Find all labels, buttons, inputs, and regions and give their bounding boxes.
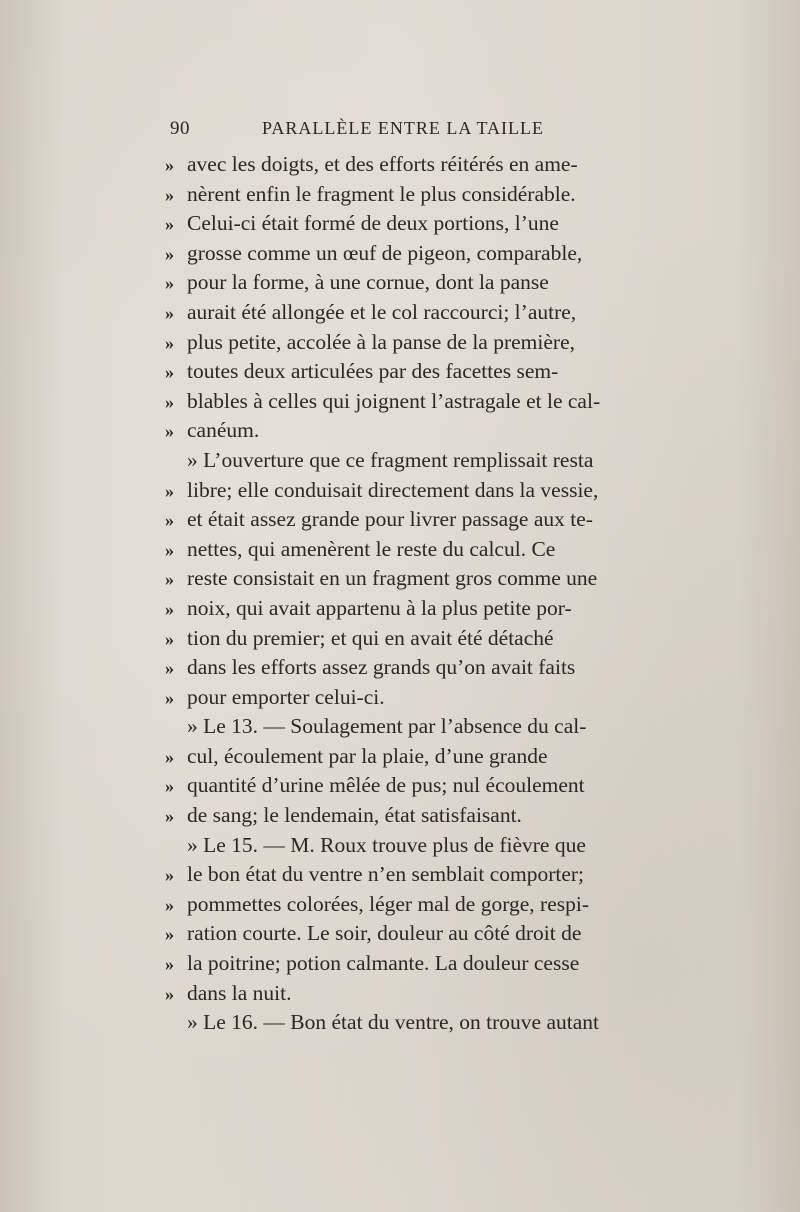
text-line bbox=[165, 919, 665, 949]
text-line bbox=[165, 268, 665, 298]
text-line bbox=[165, 239, 665, 269]
text-line bbox=[165, 505, 665, 535]
line-text: quantité d’urine mêlée de pus; nul écoulement bbox=[187, 773, 585, 798]
line-text: blables à celles qui joignent l’astragale et le cal- bbox=[187, 388, 601, 413]
quote-marker: » bbox=[165, 480, 174, 501]
text-line bbox=[165, 357, 665, 387]
line-text: de sang; le lendemain, état satisfaisant. bbox=[187, 803, 522, 828]
text-line bbox=[165, 446, 665, 476]
text-line bbox=[165, 712, 665, 742]
text-line bbox=[165, 653, 665, 683]
quote-marker: » bbox=[165, 806, 174, 827]
line-text: » Le 16. — Bon état du ventre, on trouve autant bbox=[187, 1010, 599, 1035]
quote-marker: » bbox=[165, 628, 174, 649]
quote-marker: » bbox=[165, 687, 174, 708]
line-text: » Le 13. — Soulagement par l’absence du cal- bbox=[187, 714, 587, 739]
text-line bbox=[165, 564, 665, 594]
quote-marker: » bbox=[165, 273, 174, 294]
line-text: » Le 15. — M. Roux trouve plus de fièvre que bbox=[187, 832, 586, 857]
quote-marker: » bbox=[165, 865, 174, 886]
text-line bbox=[165, 476, 665, 506]
line-text: » L’ouverture que ce fragment remplissait resta bbox=[187, 447, 594, 472]
quote-marker: » bbox=[165, 332, 174, 353]
text-line bbox=[165, 949, 665, 979]
quote-marker: » bbox=[165, 746, 174, 767]
quote-marker: » bbox=[165, 539, 174, 560]
quote-marker: » bbox=[165, 302, 174, 323]
quote-marker: » bbox=[165, 243, 174, 264]
line-text: pommettes colorées, léger mal de gorge, respi- bbox=[187, 891, 589, 916]
quote-marker: » bbox=[165, 954, 174, 975]
line-text: cul, écoulement par la plaie, d’une grande bbox=[187, 743, 548, 768]
text-line bbox=[165, 387, 665, 417]
text-line bbox=[165, 890, 665, 920]
line-text: nèrent enfin le fragment le plus considérable. bbox=[187, 181, 576, 206]
page-number: 90 bbox=[170, 118, 190, 139]
quote-marker: » bbox=[165, 362, 174, 383]
line-text: nettes, qui amenèrent le reste du calcul. Ce bbox=[187, 536, 556, 561]
line-text: le bon état du ventre n’en semblait comporter; bbox=[187, 862, 585, 887]
line-text: canéum. bbox=[187, 418, 260, 443]
quote-marker: » bbox=[165, 214, 174, 235]
text-line bbox=[165, 328, 665, 358]
quote-marker: » bbox=[165, 155, 174, 175]
line-text: Celui-ci était formé de deux portions, l’une bbox=[187, 211, 559, 236]
quote-marker: » bbox=[165, 184, 174, 205]
line-text: avec les doigts, et des efforts réitérés en ame- bbox=[187, 152, 578, 176]
text-line bbox=[165, 150, 665, 180]
quote-marker: » bbox=[165, 658, 174, 679]
text-line bbox=[165, 979, 665, 1009]
body-text bbox=[165, 150, 665, 1038]
quote-marker: » bbox=[165, 510, 174, 531]
text-line bbox=[165, 416, 665, 446]
line-text: noix, qui avait appartenu à la plus petite por- bbox=[187, 595, 572, 620]
quote-marker: » bbox=[165, 983, 174, 1004]
page-header bbox=[170, 118, 670, 142]
line-text: plus petite, accolée à la panse de la première, bbox=[187, 329, 575, 354]
quote-marker: » bbox=[165, 598, 174, 619]
quote-marker: » bbox=[165, 569, 174, 590]
line-text: ration courte. Le soir, douleur au côté droit de bbox=[187, 921, 582, 946]
line-text: aurait été allongée et le col raccourci; l’autre, bbox=[187, 299, 577, 324]
quote-marker: » bbox=[165, 391, 174, 412]
line-text: toutes deux articulées par des facettes sem- bbox=[187, 359, 559, 384]
text-line bbox=[165, 594, 665, 624]
text-line bbox=[165, 298, 665, 328]
text-line bbox=[165, 624, 665, 654]
line-text: grosse comme un œuf de pigeon, comparable, bbox=[187, 240, 583, 265]
text-line bbox=[165, 801, 665, 831]
line-text: pour la forme, à une cornue, dont la panse bbox=[187, 270, 549, 295]
line-text: pour emporter celui-ci. bbox=[187, 684, 385, 709]
text-line bbox=[165, 860, 665, 890]
text-line bbox=[165, 535, 665, 565]
text-line bbox=[165, 742, 665, 772]
line-text: et était assez grande pour livrer passage aux te- bbox=[187, 507, 593, 532]
line-text: reste consistait en un fragment gros comme une bbox=[187, 566, 598, 591]
text-line bbox=[165, 771, 665, 801]
running-title: PARALLÈLE ENTRE LA TAILLE bbox=[262, 118, 545, 138]
line-text: la poitrine; potion calmante. La douleur cesse bbox=[187, 951, 580, 976]
quote-marker: » bbox=[165, 776, 174, 797]
line-text: dans la nuit. bbox=[187, 980, 292, 1005]
text-line bbox=[165, 683, 665, 713]
quote-marker: » bbox=[165, 924, 174, 945]
text-line bbox=[165, 180, 665, 210]
text-line bbox=[165, 209, 665, 239]
line-text: tion du premier; et qui en avait été détaché bbox=[187, 625, 554, 650]
quote-marker: » bbox=[165, 894, 174, 915]
quote-marker: » bbox=[165, 421, 174, 442]
line-text: dans les efforts assez grands qu’on avait faits bbox=[187, 655, 576, 680]
line-text: libre; elle conduisait directement dans la vessie, bbox=[187, 477, 599, 502]
text-line bbox=[165, 831, 665, 861]
text-line bbox=[165, 1008, 665, 1038]
